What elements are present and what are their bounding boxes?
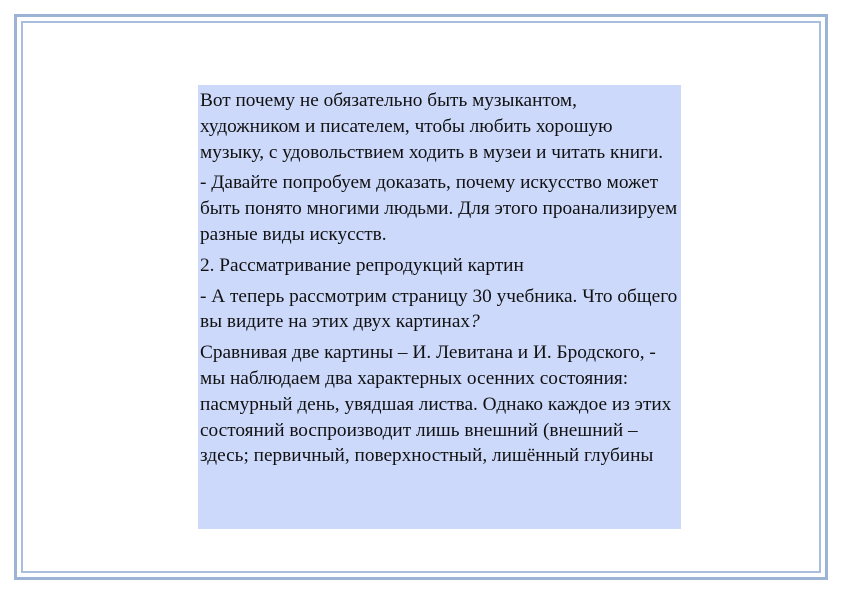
paragraph-textbook-question xyxy=(200,284,679,336)
question-text: - А теперь рассмотрим страницу 30 учебника. Что общего вы видите на этих двух картинах xyxy=(200,285,678,333)
paragraph-prove-art: - Давайте попробуем доказать, почему искусство может быть понято многими людьми. Для этого проанализируем разные виды искусств. xyxy=(200,172,678,245)
question-mark: ? xyxy=(470,311,480,333)
paragraph-section-heading: 2. Рассматривание репродукций картин xyxy=(200,254,524,276)
paragraph-paintings-comparison: Сравнивая две картины – И. Левитана и И. Бродского, - мы наблюдаем два характерных осенних состояния: пасмурный день, увядшая листва. Однако каждое из этих состояний воспроизводит лишь внешний (внешний – здесь; первичный, поверхностный, лишённый глубины xyxy=(200,342,672,467)
text-box xyxy=(198,85,681,529)
paragraph-intro: Вот почему не обязательно быть музыкантом, художником и писателем, чтобы любить хорошую музыку, с удовольствием ходить в музеи и читать книги. xyxy=(200,90,664,163)
